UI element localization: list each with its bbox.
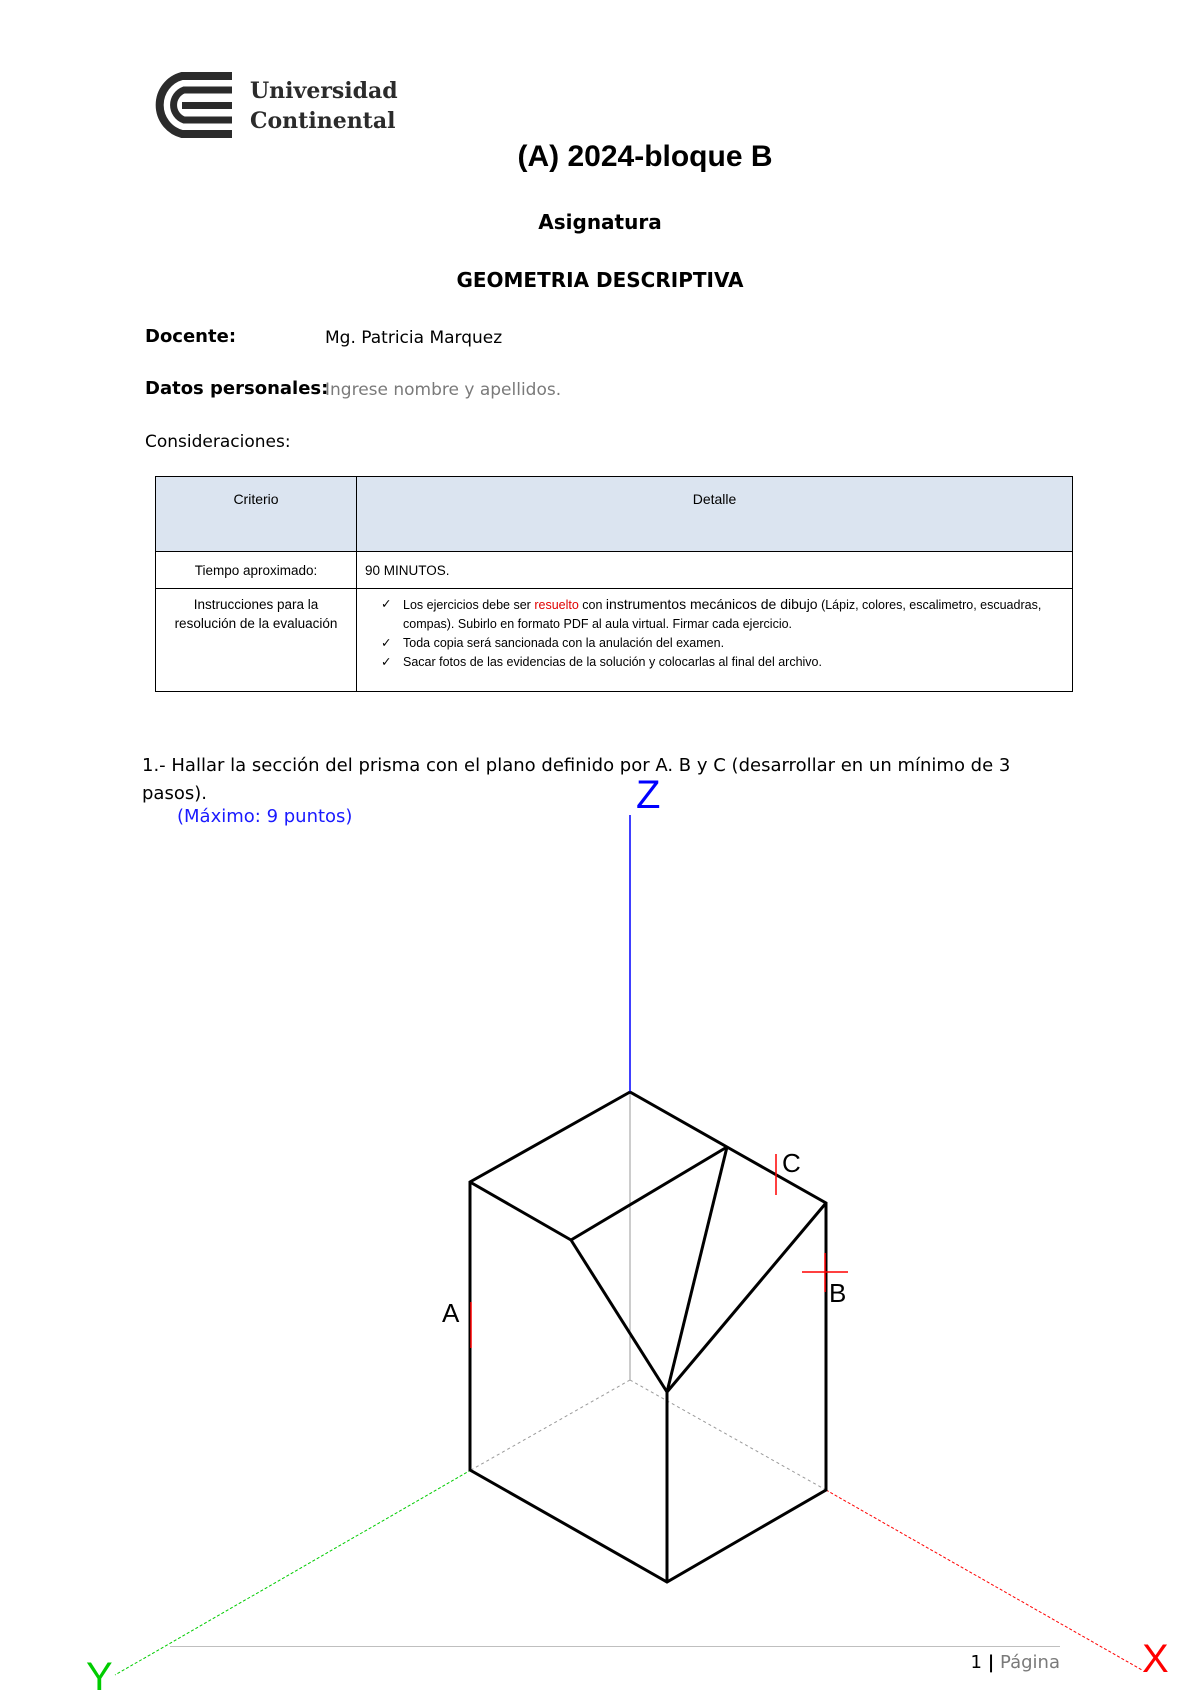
prism-edge [571,1240,667,1392]
page-title: (A) 2024-bloque B [517,140,773,173]
datos-personales-label: Datos personales: [145,378,329,399]
column-header-criterio: Criterio [156,477,357,552]
page-footer [930,1652,1060,1673]
column-header-detalle: Detalle [357,477,1073,552]
cell-tiempo-value: 90 MINUTOS. [357,552,1073,589]
question-1-points: (Máximo: 9 puntos) [177,806,353,827]
question-1-text: 1.- Hallar la sección del prisma con el plano definido por A. B y C (desarrollar en un mínimo de 3 pasos). [142,755,1011,804]
footer-separator: | [987,1652,995,1673]
page-label: Página [1000,1652,1060,1673]
instruction-1-emphasis: instrumentos mecánicos de dibujo [605,596,818,612]
list-item: ✓ Sacar fotos de las evidencias de la solución y colocarlas al final del archivo. [403,653,1072,672]
point-b-label: B [829,1278,847,1308]
axis-x-label: X [1142,1637,1169,1681]
hidden-edge [471,1380,630,1470]
prism-edge [470,1182,571,1240]
cell-instrucciones-label: Instrucciones para la resolución de la evaluación [156,589,357,692]
cell-tiempo-label: Tiempo aproximado: [156,552,357,589]
docente-value: Mg. Patricia Marquez [325,328,503,348]
page-number: 1 [970,1652,982,1673]
instruction-1-highlight: resuelto [534,598,579,612]
axis-y-label: Y [86,1655,113,1696]
instruction-1-text-b: con [578,598,606,612]
prism-outline [470,1092,826,1582]
docente-label: Docente: [145,326,237,347]
hidden-edge [630,1380,826,1490]
subject-label: Asignatura [538,210,662,234]
logo-line-2: Continental [250,108,396,134]
consideraciones-label: Consideraciones: [145,432,291,452]
x-axis [826,1490,1142,1670]
logo-line-1: Universidad [250,78,398,104]
list-item: ✓ Toda copia será sancionada con la anulación del examen. [403,634,1072,653]
point-a-label: A [442,1298,460,1328]
instruction-1-text-c: (Lápiz, colores, escalimetro, escuadras, compas). Subirlo en formato PDF al aula virtual. Firmar cada ejercicio. [403,598,1042,631]
footer-divider [170,1646,1060,1647]
point-c-label: C [782,1148,801,1178]
axis-z-label: Z [636,773,661,817]
y-axis [115,1470,471,1675]
subject-name: GEOMETRIA DESCRIPTIVA [456,268,744,292]
datos-personales-field[interactable]: Ingrese nombre y apellidos. [325,380,562,400]
instruction-1-text: Los ejercicios debe ser [403,598,535,612]
prism-edges [470,1092,826,1582]
prism-edge [571,1147,727,1240]
